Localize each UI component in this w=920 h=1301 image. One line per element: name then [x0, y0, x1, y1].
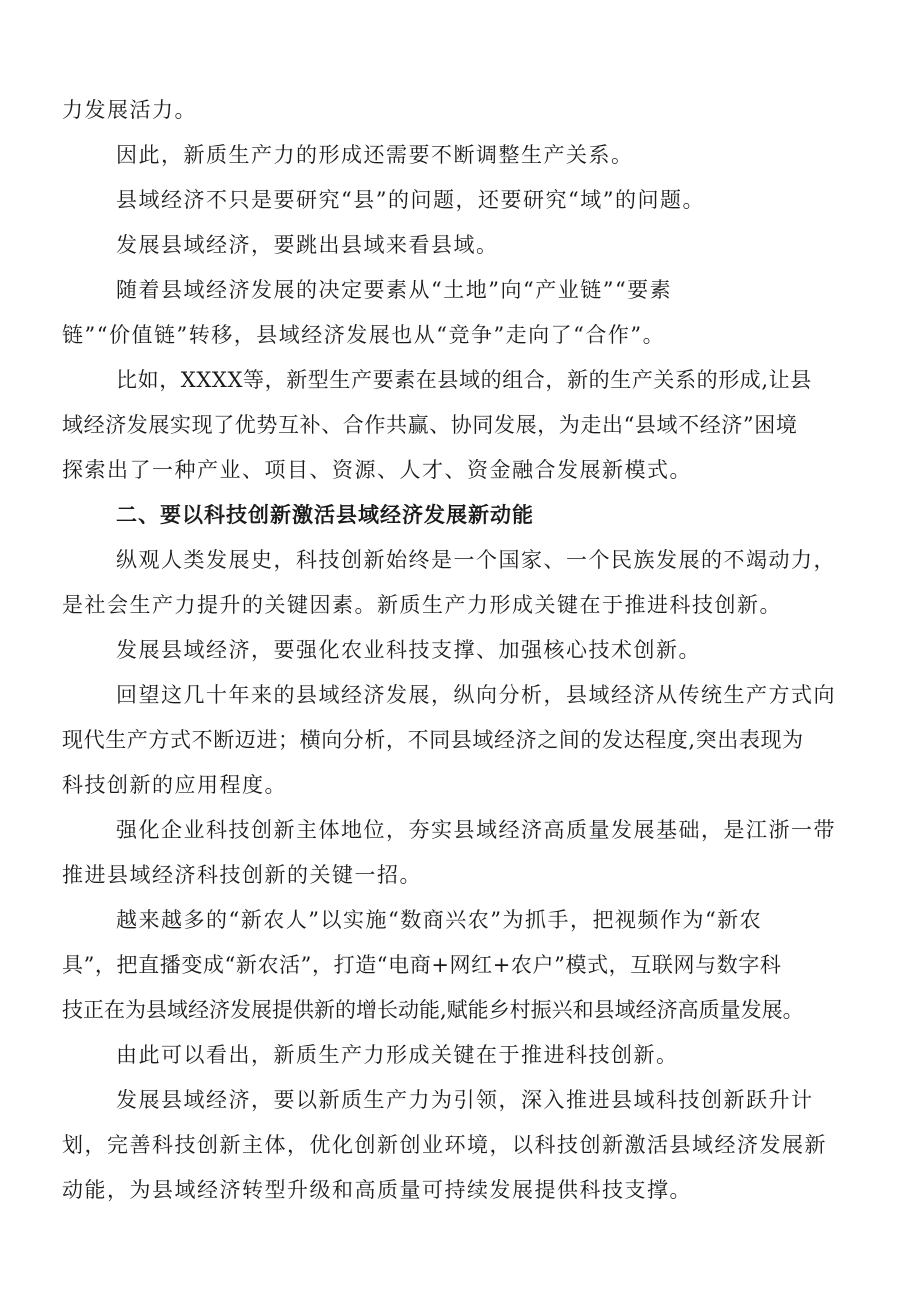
body-line: 推进县域经济科技创新的关键一招。	[62, 863, 422, 887]
body-line: 技正在为县域经济发展提供新的增长动能,赋能乡村振兴和县域经济高质量发展。	[62, 998, 804, 1022]
body-line: 域经济发展实现了优势互补、合作共赢、协同发展，为走出“县域不经济”困境	[62, 413, 798, 437]
body-line: 强化企业科技创新主体地位，夯实县域经济高质量发展基础，是江浙一带	[116, 818, 836, 842]
body-line: 动能，为县域经济转型升级和高质量可持续发展提供科技支撑。	[62, 1178, 692, 1202]
body-line: 力发展活力。	[62, 98, 197, 122]
body-line: 链”“价值链”转移，县域经济发展也从“竞争”走向了“合作”。	[62, 323, 666, 347]
body-line: 发展县域经济，要强化农业科技支撑、加强核心技术创新。	[116, 638, 701, 662]
body-line: 科技创新的应用程度。	[62, 773, 287, 797]
body-line: 发展县域经济，要以新质生产力为引领，深入推进县域科技创新跃升计	[116, 1088, 814, 1112]
body-line: 探索出了一种产业、项目、资源、人才、资金融合发展新模式。	[62, 458, 692, 482]
body-line: 比如，XXXX等，新型生产要素在县域的组合，新的生产关系的形成,让县	[116, 368, 812, 392]
body-line: 由此可以看出，新质生产力形成关键在于推进科技创新。	[116, 1043, 679, 1067]
body-line: 县域经济不只是要研究“县”的问题，还要研究“域”的问题。	[116, 188, 705, 212]
body-line: 回望这几十年来的县域经济发展，纵向分析，县域经济从传统生产方式向	[116, 683, 836, 707]
body-line: 随着县域经济发展的决定要素从“土地”向“产业链”“要素	[116, 278, 673, 302]
body-line: 划，完善科技创新主体，优化创新创业环境，以科技创新激活县域经济发展新	[62, 1133, 827, 1157]
body-line: 现代生产方式不断迈进；横向分析，不同县域经济之间的发达程度,突出表现为	[62, 728, 804, 752]
body-line: 越来越多的“新农人”以实施“数商兴农”为抓手，把视频作为“新农	[116, 908, 763, 932]
body-line: 因此，新质生产力的形成还需要不断调整生产关系。	[116, 143, 634, 167]
body-line: 是社会生产力提升的关键因素。新质生产力形成关键在于推进科技创新。	[62, 593, 782, 617]
document-body	[62, 88, 872, 1213]
body-line: 纵观人类发展史，科技创新始终是一个国家、一个民族发展的不竭动力，	[116, 548, 836, 572]
body-line: 发展县域经济，要跳出县域来看县域。	[116, 233, 499, 257]
body-line: 具”，把直播变成“新农活”，打造“电商+网红+农户”模式，互联网与数字科	[62, 953, 782, 977]
section-heading: 二、要以科技创新激活县域经济发展新动能	[116, 503, 534, 527]
